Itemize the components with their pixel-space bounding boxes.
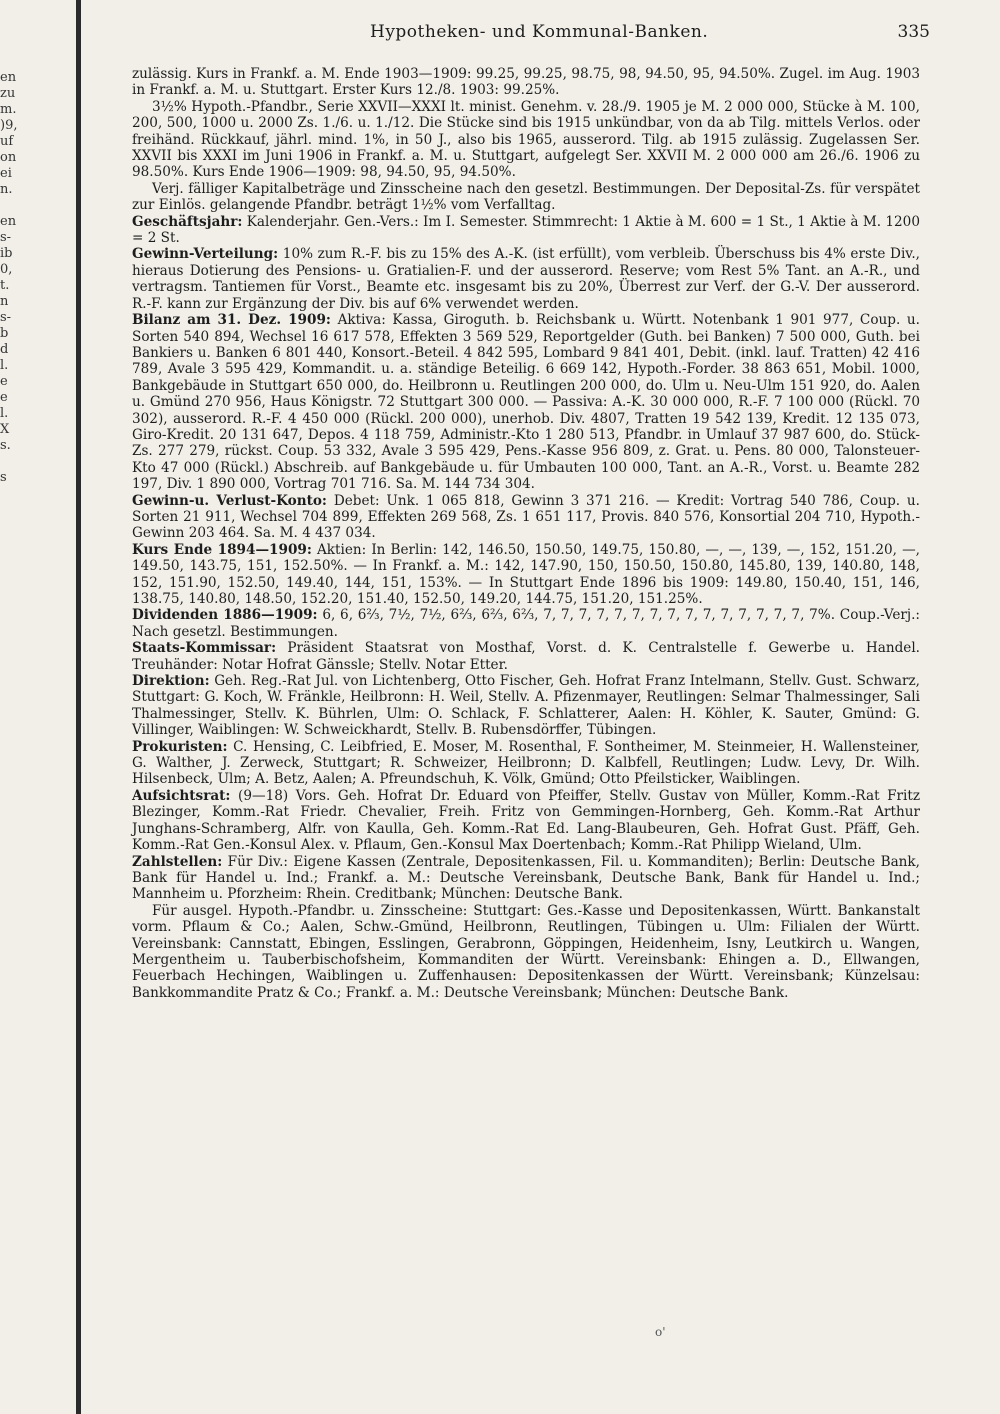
section-heading: Kurs Ende 1894—1909: [132, 541, 312, 558]
page-header [130, 22, 930, 52]
paragraph-text: 10% zum R.-F. bis zu 15% des A.-K. (ist erfüllt), vom verbleib. Überschuss bis 4% erste Div., hieraus Dotierung des Pensions- u. Gratialien-F. und der ausserord. Reserve; vom Rest 5% Tant. an A.-R., und vertragsm. Tantiemen für Vorst., Beamte etc. insgesamt bis zu 20%, Überrest zur Verf. der G.-V. Der ausserord. R.-F. kann zur Ergänzung der Div. bis auf 6% verwendet werden. [132, 246, 920, 312]
margin-fragment: en [0, 214, 17, 229]
margin-fragment: l. [0, 406, 9, 421]
paragraph [132, 607, 920, 640]
section-heading: Dividenden 1886—1909: [132, 607, 318, 624]
paragraph [132, 181, 920, 214]
paragraph-text: C. Hensing, C. Leibfried, E. Moser, M. Rosenthal, F. Sontheimer, M. Steinmeier, H. Wallensteiner, G. Walther, J. Zerweck, Stuttgart; R. Schweizer, Heilbronn; D. Kalbfell, Reutlingen; Ludw. Levy, Dr. Wilh. Hilsenbeck, Ulm; A. Betz, Aalen; A. Pfreundschuh, K. Völk, Gmünd; Otto Pfeilsticker, Waiblingen. [132, 738, 921, 788]
paragraph-text: Für ausgel. Hypoth.-Pfandbr. u. Zinsscheine: Stuttgart: Ges.-Kasse und Depositenkassen, Württ. Bankanstalt vorm. Pflaum & Co.; Aalen, Schw.-Gmünd, Heilbronn, Reutlingen, Tübingen u. Ulm: Filialen der Württ. Vereinsbank: Cannstatt, Ebingen, Esslingen, Gerabronn, Göppingen, Heidenheim, Isny, Leutkirch u. Wangen, Mergentheim u. Tauberbischofsheim, Kommanditen der Württ. Vereinsbank: Ehingen a. D., Ellwangen, Feuerbach Hechingen, Waiblingen u. Zuffenhausen: Depositenkassen der Württ. Vereinsbank; Künzelsau: Bankkommandite Pratz & Co.; Frankf. a. M.: Deutsche Vereinsbank; München: Deutsche Bank. [132, 902, 920, 1001]
section-heading: Geschäftsjahr: [132, 213, 243, 230]
section-heading: Zahlstellen: [132, 853, 223, 870]
left-margin-fragments [0, 70, 18, 486]
margin-fragment: zu [0, 86, 16, 101]
margin-fragment: t. [0, 278, 10, 293]
paragraph [132, 788, 920, 854]
margin-fragment: ei [0, 166, 12, 181]
paragraph [132, 312, 920, 492]
paragraph [132, 542, 920, 608]
paragraph-text: Debet: Unk. 1 065 818, Gewinn 3 371 216. — Kredit: Vortrag 540 786, Coup. u. Sorten 21 911, Wechsel 704 899, Effekten 269 568, Zs. 1 651 117, Provis. 840 576, Konsortial 204 710, Hypoth.-Gewinn 203 464. Sa. M. 4 437 034. [132, 492, 921, 542]
margin-fragment: on [0, 150, 17, 165]
paragraph [132, 903, 920, 1001]
margin-fragment: b [0, 326, 9, 341]
section-heading: Direktion: [132, 673, 210, 690]
margin-fragment: 0, [0, 262, 13, 277]
paragraph [132, 640, 920, 673]
margin-fragment [0, 454, 12, 470]
margin-fragment: d [0, 342, 9, 357]
margin-fragment: )9, [0, 118, 18, 133]
paragraph [132, 214, 920, 247]
paragraph-text: 3½% Hypoth.-Pfandbr., Serie XXVII—XXXI lt. minist. Genehm. v. 28./9. 1905 je M. 2 000 000, Stücke à M. 100, 200, 500, 1000 u. 2000 Zs. 1./6. u. 1./12. Die Stücke sind bis 1915 unkündbar, von da ab Tilg. mittels Verlos. oder freihänd. Rückkauf, jährl. mind. 1%, in 50 J., also bis 1965, ausserord. Tilg. ab 1915 zulässig. Zugelassen Ser. XXVII bis XXXI im Juni 1906 in Frankf. a. M. u. Stuttgart, aufgelegt Ser. XXVII M. 2 000 000 am 26./6. 1906 zu 98.50%. Kurs Ende 1906—1909: 98, 94.50, 95, 94.50%. [132, 98, 920, 181]
margin-fragment [0, 198, 12, 214]
binding-gutter-line [76, 0, 81, 1414]
margin-fragment: e [0, 374, 8, 389]
paragraph-text: zulässig. Kurs in Frankf. a. M. Ende 1903—1909: 99.25, 99.25, 98.75, 98, 94.50, 95, 94.50%. Zugel. im Aug. 1903 in Frankf. a. M. u. Stuttgart. Erster Kurs 12./8. 1903: 99.25%. [132, 66, 920, 99]
margin-fragment: s- [0, 310, 12, 325]
paragraph-text: 6, 6, 6⅔, 7½, 7½, 6⅔, 6⅔, 6⅔, 7, 7, 7, 7, 7, 7, 7, 7, 7, 7, 7, 7, 7, 7, 7, 7%. Coup.-Verj.: Nach gesetzl. Bestimmungen. [132, 607, 920, 640]
section-heading: Bilanz am 31. Dez. 1909: [132, 312, 331, 329]
margin-fragment: e [0, 390, 8, 405]
page-number: 335 [897, 22, 930, 42]
section-heading: Gewinn-u. Verlust-Konto: [132, 492, 327, 509]
margin-fragment: X [0, 422, 10, 437]
paragraph-text: Für Div.: Eigene Kassen (Zentrale, Depositenkassen, Fil. u. Kommanditen); Berlin: Deutsche Bank, Bank für Handel u. Ind.; Frankf. a. M.: Deutsche Vereinsbank, Deutsche Bank, Bank für Handel u. Ind.; Mannheim u. Pforzheim: Rhein. Creditbank; München: Deutsche Bank. [132, 853, 920, 903]
paragraph-text: Geh. Reg.-Rat Jul. von Lichtenberg, Otto Fischer, Geh. Hofrat Franz Intelmann, Stellv. Gust. Schwarz, Stuttgart: G. Koch, W. Fränkle, Heilbronn: H. Weil, Stellv. A. Pfizenmayer, Reutlingen: Selmar Thalmessinger, Sali Thalmessinger, Stellv. K. Bührlen, Ulm: O. Schlack, F. Schlatterer, Aalen: H. Köhler, K. Sauter, Gmünd: G. Villinger, Waiblingen: W. Schweickhardt, Stellv. B. Rubensdörffer, Tübingen. [132, 673, 920, 739]
margin-fragment: n. [0, 182, 13, 197]
margin-fragment: uf [0, 134, 14, 149]
paragraph [132, 673, 920, 739]
paragraph-text: (9—18) Vors. Geh. Hofrat Dr. Eduard von Pfeiffer, Stellv. Gustav von Müller, Komm.-Rat Fritz Blezinger, Komm.-Rat Friedr. Chevalier, Freih. Fritz von Gemmingen-Hornberg, Geh. Komm.-Rat Arthur Junghans-Schramberg, Alfr. von Kaulla, Geh. Komm.-Rat Ed. Lang-Blaubeuren, Geh. Hofrat Gust. Pfäff, Geh. Komm.-Rat Gen.-Konsul Alex. v. Pflaum, Gen.-Konsul Max Doertenbach; Komm.-Rat Philipp Wieland, Ulm. [132, 787, 920, 854]
paragraph-text: Präsident Staatsrat von Mosthaf, Vorst. d. K. Centralstelle f. Gewerbe u. Handel. Treuhänder: Notar Hofrat Gänssle; Stellv. Notar Etter. [132, 640, 920, 673]
paragraph-text: Aktien: In Berlin: 142, 146.50, 150.50, 149.75, 150.80, —, —, 139, —, 152, 151.20, —, 149.50, 143.75, 151, 152.50%. — In Frankf. a. M.: 142, 147.90, 150, 150.50, 150.80, 145.80, 139, 140.80, 148, 152, 151.90, 152.50, 149.40, 144, 151, 153%. — In Stuttgart Ende 1896 bis 1909: 149.80, 150.40, 151, 146, 138.75, 140.80, 148.50, 152.20, 151.40, 152.50, 149.20, 144.75, 151.20, 151.25%. [132, 541, 920, 607]
paragraph-text: Aktiva: Kassa, Giroguth. b. Reichsbank u. Württ. Notenbank 1 901 977, Coup. u. Sorten 540 894, Wechsel 16 617 578, Effekten 3 569 529, Reportgelder (Guth. bei Banken) 7 500 000, Guth. bei Bankiers u. Banken 6 801 440, Konsort.-Beteil. 4 842 595, Lombard 9 841 401, Debit. (inkl. lauf. Tratten) 42 416 789, Avale 3 595 429, Kommandit. u. a. ständige Beteilig. 6 669 142, Hypoth.-Forder. 38 863 651, Mobil. 1000, Bankgebäude in Stuttgart 650 000, do. Heilbronn u. Reutlingen 200 000, do. Ulm u. Neu-Ulm 151 920, do. Aalen u. Gmünd 270 956, Haus Königstr. 72 Stuttgart 300 000. — Passiva: A.-K. 30 000 000, R.-F. 7 100 000 (Rückl. 70 302), ausserord. R.-F. 4 450 000 (Rückl. 200 000), unerhob. Div. 4807, Tratten 19 542 139, Kredit. 12 135 073, Giro-Kredit. 20 131 647, Depos. 4 118 759, Administr.-Kto 1 280 513, Pfandbr. in Umlauf 37 987 600, do. Stück-Zs. 277 279, rückst. Coup. 53 332, Avale 3 595 429, Pens.-Kasse 956 809, z. Grat. u. Pens. 80 000, Talonsteuer-Kto 47 000 (Rückl.) Abschreib. auf Bankgebäude u. für Umbauten 100 000, Tant. an A.-R., Vorst. u. Beamte 282 197, Div. 1 890 000, Vortrag 701 716. Sa. M. 144 734 304. [132, 312, 920, 493]
margin-fragment: ib [0, 246, 13, 261]
paragraph [132, 493, 920, 542]
text-column [132, 66, 920, 1001]
margin-fragment: s. [0, 438, 11, 453]
margin-fragment: s- [0, 230, 12, 245]
paragraph [132, 854, 920, 903]
section-heading: Aufsichtsrat: [132, 787, 231, 804]
margin-fragment: s [0, 470, 7, 485]
margin-fragment: m. [0, 102, 17, 117]
running-head: Hypotheken- und Kommunal-Banken. [370, 22, 709, 42]
section-heading: Staats-Kommissar: [132, 640, 277, 657]
paragraph-text: Verj. fälliger Kapitalbeträge und Zinsscheine nach den gesetzl. Bestimmungen. Der Deposital-Zs. für verspätet zur Einlös. gelangende Pfandbr. beträgt 1½% vom Verfalltag. [132, 180, 920, 214]
margin-fragment: en [0, 70, 17, 85]
bottom-mark: o' [655, 1325, 666, 1339]
paragraph [132, 739, 920, 788]
paragraph [132, 246, 920, 312]
section-heading: Gewinn-Verteilung: [132, 246, 279, 263]
section-heading: Prokuristen: [132, 738, 228, 755]
paragraph [132, 99, 920, 181]
margin-fragment: l. [0, 358, 9, 373]
margin-fragment: n [0, 294, 9, 309]
paragraph [132, 66, 920, 99]
paragraph-text: Kalenderjahr. Gen.-Vers.: Im I. Semester. Stimmrecht: 1 Aktie à M. 600 = 1 St., 1 Aktie à M. 1200 = 2 St. [132, 213, 920, 247]
